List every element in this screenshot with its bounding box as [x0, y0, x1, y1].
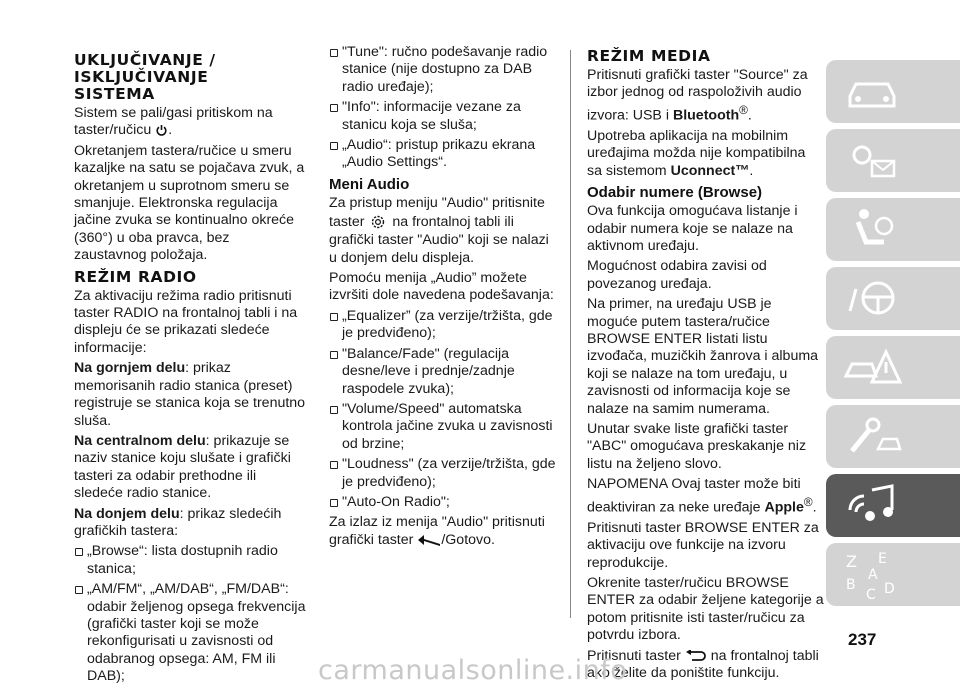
- list-item: "Volume/Speed" automatska kontrola jačine zvuka u zavisnosti od brzine;: [329, 401, 559, 453]
- paragraph: Ova funkcija omogućava listanje i odabir numera koje se nalaze na aktivnom uređaju.: [587, 203, 798, 254]
- text: .: [747, 107, 752, 124]
- list-item: „Browse“: lista dostupnih radio stanica;: [74, 543, 306, 578]
- column-3: [587, 48, 824, 685]
- list-item: „Audio“: pristup prikazu ekrana „Audio Settings“.: [329, 137, 559, 172]
- registered-mark: ®: [803, 494, 813, 509]
- registered-mark: ®: [739, 102, 748, 117]
- tab-music-active[interactable]: [826, 474, 960, 537]
- car-dashboard-icon: [842, 66, 902, 116]
- power-icon: [155, 124, 168, 137]
- paragraph: Za aktivaciju režima radio pritisnuti taster RADIO na frontalnoj tabli i na displeju će se prikazati sledeće informacije:: [74, 287, 298, 356]
- text: na frontalnoj tabli ili grafički taster "Audio" koji se nalazi u donjem delu displeja.: [329, 214, 549, 266]
- paragraph: Unutar svake liste grafički taster "ABC" omogućava preskakanje niz listu na željeno slovo.: [587, 421, 807, 472]
- text: Sistem se pali/gasi pritiskom na taster/ručicu: [74, 105, 273, 139]
- seat-airbag-icon: [842, 204, 902, 254]
- bold-term: Na donjem delu: [74, 505, 180, 522]
- text: : prikaz sledećih grafičkih tastera:: [74, 505, 282, 539]
- alphabet-index-icon: [842, 549, 922, 605]
- bold-term: Uconnect™: [670, 162, 750, 179]
- paragraph: Na primer, na uređaju USB je moguće putem tastera/ručice BROWSE ENTER listati listu izvođača, muzičkih žanrova i albuma koji se nalaze na tom uređaju, u zavisnosti od informacija koje se nalaze na samim numerama.: [587, 296, 819, 417]
- paragraph: [329, 195, 559, 267]
- tab-wrench-car[interactable]: [826, 405, 960, 468]
- paragraph: [74, 105, 306, 140]
- text: : prikaz memorisanih radio stanica (preset) registruje se stanica koja se trenutno sluša.: [74, 360, 306, 429]
- paragraph: [74, 360, 306, 430]
- column-1: [74, 52, 306, 689]
- paragraph: Mogućnost odabira zavisi od povezanog uređaja.: [587, 258, 767, 292]
- text: Pritisnuti taster: [587, 647, 681, 664]
- svg-text:B: B: [846, 577, 856, 593]
- tab-car-warning[interactable]: [826, 336, 960, 399]
- section-heading-media: REŽIM MEDIA: [587, 47, 711, 65]
- svg-text:A: A: [868, 567, 878, 583]
- paragraph: [74, 433, 306, 503]
- list-item: "Auto-On Radio";: [329, 494, 559, 511]
- watermark: carmanualsonline.info: [318, 655, 628, 686]
- paragraph: Okrenite taster/ručicu BROWSE ENTER za odabir željene kategorije a potom pritisnite isti taster/ručicu za potvrdu izbora.: [587, 575, 824, 644]
- paragraph: [329, 514, 559, 549]
- text: Za izlaz iz menija "Audio" pritisnuti grafički taster: [329, 514, 545, 548]
- svg-text:Z: Z: [846, 552, 857, 571]
- bold-term: Apple: [764, 499, 804, 516]
- paragraph: [74, 506, 306, 541]
- section-heading-browse: Odabir numere (Browse): [587, 184, 763, 202]
- paragraph: Okretanjem tastera/ručice u smeru kazaljke na satu se pojačava zvuk, a okretanjem u suprotnom smeru se smanjuje. Elektronska regulacija jačine zvuka se kontinualno okreće (360°) u oba pravca, bez zaustavnog položaja.: [74, 142, 305, 264]
- tab-sun-envelope[interactable]: [826, 129, 960, 192]
- bold-term: Na gornjem delu: [74, 360, 186, 377]
- bold-term: Na centralnom delu: [74, 432, 206, 449]
- wrench-car-icon: [842, 411, 902, 461]
- text: Upotreba aplikacija na mobilnim uređajima možda nije kompatibilna sa sistemom: [587, 127, 806, 179]
- svg-text:E: E: [878, 551, 887, 567]
- text: .: [812, 499, 817, 516]
- bold-term: Bluetooth: [672, 107, 740, 124]
- text: Pritisnuti grafički taster "Source" za izbor jednog od raspoloživih audio izvora: USB i: [587, 67, 808, 124]
- text: /Gotovo.: [441, 531, 495, 548]
- paragraph: [587, 476, 824, 517]
- text: .: [168, 122, 173, 139]
- section-heading-system-onoff: UKLJUČIVANJE / ISKLJUČIVANJE SISTEMA: [74, 51, 216, 103]
- text: na frontalnoj tabli ako želite da poništite funkciju.: [587, 647, 819, 682]
- paragraph: [587, 128, 824, 180]
- list-item: „Equalizer” (za verzije/tržišta, gde je predviđeno);: [329, 308, 559, 343]
- section-heading-audio-menu: Meni Audio: [329, 175, 410, 193]
- paragraph: [587, 67, 824, 125]
- paragraph: Pomoću menija „Audio” možete izvršiti dole navedena podešavanja:: [329, 270, 554, 304]
- text: NAPOMENA Ovaj taster može biti deaktiviran za neke uređaje: [587, 476, 801, 516]
- list-item: "Loudness" (za verzije/tržišta, gde je predviđeno);: [329, 456, 559, 491]
- paragraph: Pritisnuti taster BROWSE ENTER za aktivaciju ove funkcije na izvoru reprodukcije.: [587, 519, 819, 571]
- back-arrow-icon: [417, 533, 441, 547]
- car-warning-icon: [842, 342, 902, 392]
- tab-seat-airbag[interactable]: [826, 198, 960, 261]
- text: : prikazuje se naziv stanice koju slušate i grafički tasteri za odabir prethodne ili sledeće radio stanice.: [74, 432, 291, 502]
- column-divider: [570, 50, 571, 618]
- svg-text:C: C: [866, 587, 876, 603]
- column-2: [329, 44, 559, 552]
- tab-alphabet-index[interactable]: [826, 543, 960, 606]
- tab-steering-wheel[interactable]: [826, 267, 960, 330]
- section-heading-radio: REŽIM RADIO: [74, 267, 197, 286]
- settings-gear-icon: [368, 212, 388, 232]
- return-arrow-icon: [685, 650, 707, 662]
- page-number: 237: [848, 630, 877, 649]
- list-item: "Tune": ručno podešavanje radio stanice (nije dostupno za DAB radio uređaje);: [329, 44, 559, 96]
- sun-envelope-icon: [842, 135, 902, 185]
- list-item: "Info": informacije vezane za stanicu koja se sluša;: [329, 99, 559, 134]
- svg-text:D: D: [884, 581, 895, 597]
- chapter-tabs: [826, 60, 960, 620]
- steering-wheel-icon: [842, 273, 902, 323]
- text: Za pristup meniju "Audio" pritisnite taster: [329, 194, 545, 230]
- tab-car-dashboard[interactable]: [826, 60, 960, 123]
- list-item: "Balance/Fade" (regulacija desne/leve i prednje/zadnje raspodele zvuka);: [329, 346, 559, 398]
- list-item: „AM/FM“, „AM/DAB“, „FM/DAB“: odabir željenog opsega frekvencija (grafički taster koji se može rekonfigurisati u zavisnosti od odabranog opsega: AM, FM ili DAB);: [74, 581, 306, 685]
- music-sat-icon: [842, 480, 902, 530]
- text: .: [749, 162, 754, 179]
